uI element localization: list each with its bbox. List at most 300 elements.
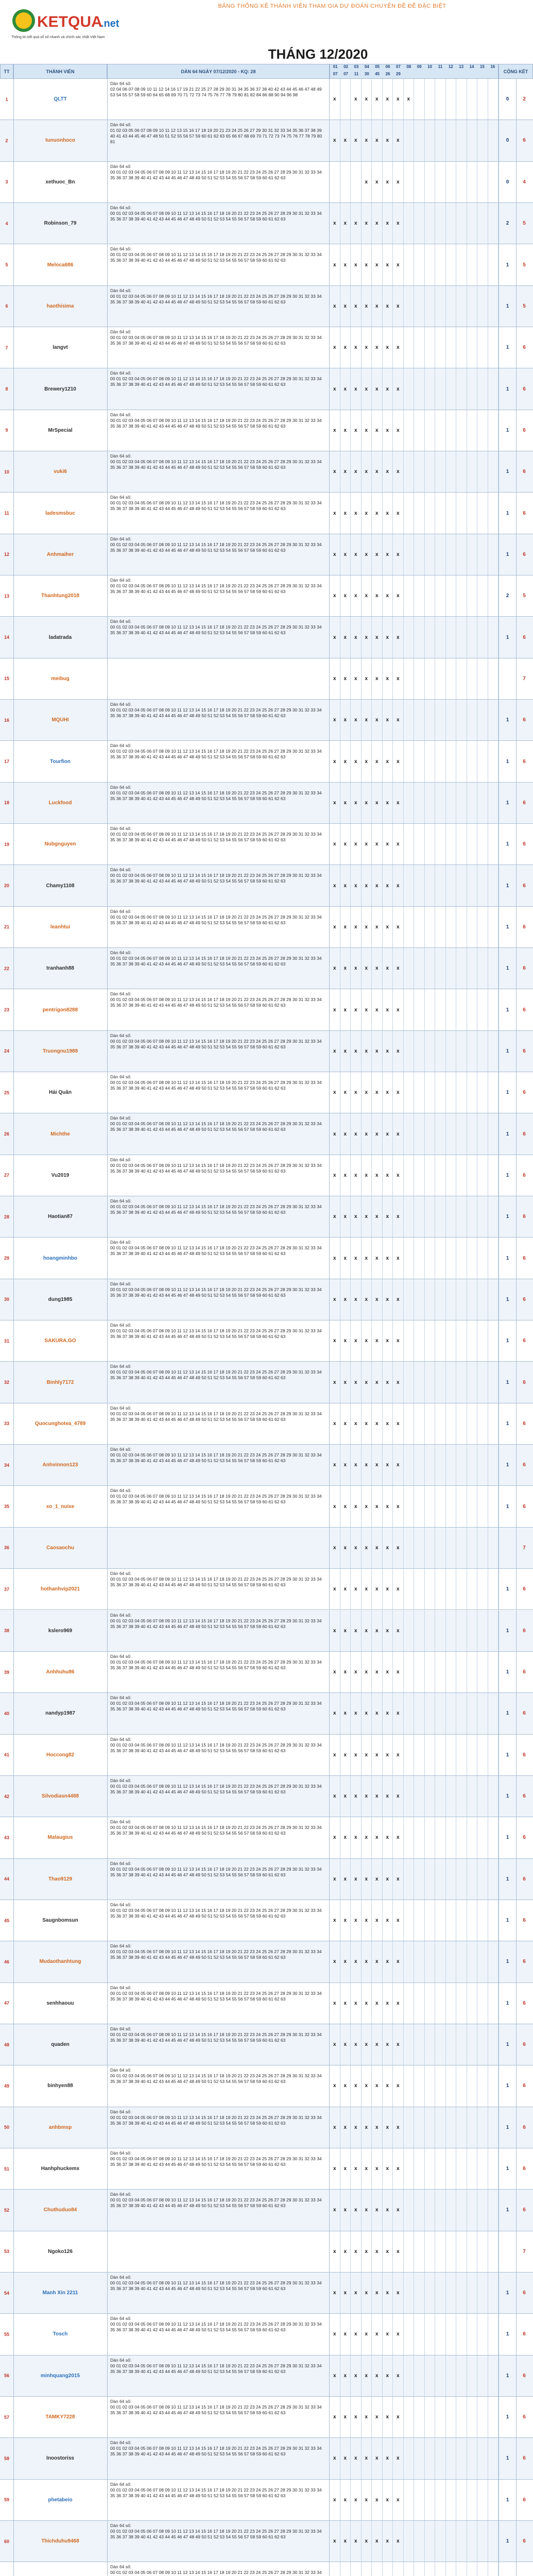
day-mark-cell: x	[372, 286, 383, 327]
total-count: 6	[523, 2083, 526, 2089]
day-mark-cell	[414, 1445, 425, 1485]
win-count	[498, 2231, 517, 2272]
day-mark-cell	[477, 1776, 488, 1817]
day-mark-cell	[488, 493, 499, 533]
number-set-cell	[107, 617, 330, 657]
day-mark-cell	[414, 2314, 425, 2354]
day-mark-cell: x	[383, 1817, 393, 1858]
day-mark-cell: x	[362, 451, 372, 492]
row-index: 59	[0, 2480, 14, 2520]
number-set-cell	[107, 1486, 330, 1527]
member-name-link[interactable]: leanhtui	[13, 907, 108, 947]
day-mark-cell	[456, 1196, 467, 1237]
svg-text:KETQUA: KETQUA	[37, 13, 102, 30]
day-mark-cell: x	[351, 1735, 362, 1775]
member-name-link[interactable]: Hoccong82	[13, 1735, 108, 1775]
row-index: 57	[0, 2397, 14, 2437]
member-name-link[interactable]: Anhhuhu86	[13, 1652, 108, 1692]
day-mark-cell	[488, 1900, 499, 1941]
member-name-link[interactable]: QLTT	[13, 79, 108, 120]
member-name-link[interactable]: minhquang2015	[13, 2355, 108, 2396]
number-set-label: Dàn 64 số:	[110, 370, 132, 376]
day-mark-cell	[435, 1238, 446, 1278]
day-mark-cell: x	[383, 162, 393, 202]
day-mark-cell: x	[340, 2438, 351, 2479]
member-name-link[interactable]: MrSpecial	[13, 410, 108, 451]
day-mark-cell: x	[393, 575, 404, 616]
day-mark-cell	[477, 2397, 488, 2437]
member-name-link[interactable]: quaden	[13, 2024, 108, 2065]
day-mark-cell	[467, 948, 478, 989]
day-mark-cell: x	[393, 244, 404, 285]
day-mark-cell: x	[330, 1072, 340, 1113]
member-name-link[interactable]: Mudaothanhtung	[13, 1941, 108, 1982]
table-row	[0, 1238, 533, 1279]
member-name-link[interactable]: dung1985	[13, 1279, 108, 1320]
number-set-label: Dàn 64 số:	[110, 991, 132, 997]
day-mark-cell	[446, 244, 457, 285]
day-mark-cell: x	[362, 2107, 372, 2148]
row-index: 17	[0, 741, 14, 782]
day-mark-cell	[446, 410, 457, 451]
day-mark-cell	[488, 1155, 499, 1196]
number-set-label: Dàn 64 số:	[110, 1405, 132, 1411]
total-count: 6	[523, 1710, 526, 1717]
day-mark-cell: x	[372, 1569, 383, 1609]
day-mark-cell	[425, 1735, 436, 1775]
day-mark-cell	[404, 244, 415, 285]
member-name-link[interactable]: Luckfood	[13, 783, 108, 823]
member-name-link[interactable]: Quocunghotea_4789	[13, 1403, 108, 1444]
win-count: 2	[498, 575, 517, 616]
day-mark-cell	[446, 1693, 457, 1734]
day-mark-cell: x	[372, 1403, 383, 1444]
day-mark-cell: x	[340, 1238, 351, 1278]
day-mark-cell	[425, 2273, 436, 2313]
day-mark-cell	[446, 1445, 457, 1485]
member-name-link[interactable]: anhbmsp	[13, 2107, 108, 2148]
day-mark-cell	[446, 1859, 457, 1900]
day-mark-cell	[414, 575, 425, 616]
table-row	[0, 1403, 533, 1445]
day-mark-cell	[446, 2273, 457, 2313]
day-marks	[330, 1776, 498, 1817]
day-mark-cell	[456, 410, 467, 451]
day-mark-cell: x	[330, 1735, 340, 1775]
day-mark-cell	[414, 741, 425, 782]
day-mark-cell: x	[330, 410, 340, 451]
day-mark-cell	[425, 79, 436, 120]
site-logo[interactable]	[7, 6, 128, 40]
day-mark-cell	[435, 783, 446, 823]
member-name-link[interactable]: SAKURA.GO	[13, 1320, 108, 1361]
day-mark-cell	[456, 2107, 467, 2148]
day-mark-cell: x	[351, 534, 362, 575]
day-mark-cell: x	[330, 700, 340, 740]
day-mark-cell: x	[340, 410, 351, 451]
member-name-link[interactable]: haothisima	[13, 286, 108, 327]
day-mark-cell: x	[372, 1941, 383, 1982]
day-mark-cell	[477, 2024, 488, 2065]
member-name-link[interactable]: Brewery1210	[13, 368, 108, 409]
day-mark-cell: x	[351, 2107, 362, 2148]
member-name-link[interactable]: Vu2019	[13, 1155, 108, 1196]
day-mark-cell	[467, 203, 478, 244]
day-mark-cell: x	[340, 824, 351, 865]
member-name-link[interactable]: Nubgnguyen	[13, 824, 108, 865]
member-name-link[interactable]: ladatrada	[13, 617, 108, 657]
day-mark-cell	[425, 1983, 436, 2024]
day-mark-cell	[477, 907, 488, 947]
member-name-link[interactable]: Thao9129	[13, 1859, 108, 1900]
member-name-link[interactable]: Anhmaiher	[13, 534, 108, 575]
day-marks	[330, 410, 498, 451]
number-set-label: Dàn 64 số:	[110, 453, 132, 459]
day-mark-cell	[446, 493, 457, 533]
day-mark-cell	[477, 493, 488, 533]
day-mark-cell	[414, 2562, 425, 2576]
member-name-link[interactable]: senhhaouu	[13, 1983, 108, 2024]
day-mark-cell	[477, 1941, 488, 1982]
day-mark-cell	[404, 1941, 415, 1982]
day-mark-cell: x	[372, 700, 383, 740]
day-mark-cell: x	[383, 989, 393, 1030]
number-set-label: Dàn 64 số:	[110, 1736, 132, 1742]
member-name-link[interactable]: MQUHI	[13, 700, 108, 740]
day-marks	[330, 534, 498, 575]
day-mark-cell	[404, 1693, 415, 1734]
day-mark-cell	[446, 2190, 457, 2230]
member-name-link[interactable]: Michthe	[13, 1113, 108, 1154]
member-name-link[interactable]: Hải Quân	[13, 1072, 108, 1113]
row-index: 38	[0, 1611, 14, 1651]
day-mark-cell	[467, 2397, 478, 2437]
day-mark-cell: x	[362, 2521, 372, 2562]
day-mark-cell	[446, 162, 457, 202]
member-name-link[interactable]	[13, 2562, 108, 2576]
day-mark-cell	[404, 658, 415, 699]
day-mark-cell: x	[362, 286, 372, 327]
win-count: 1	[498, 1113, 517, 1154]
day-mark-cell	[435, 1486, 446, 1527]
day-mark-cell	[488, 327, 499, 368]
day-mark-cell	[404, 1279, 415, 1320]
day-mark-cell	[477, 1072, 488, 1113]
number-set-values: 00 01 02 03 04 05 06 07 08 09 10 11 12 13 14 15 16 17 18 19 20 21 22 23 24 25 26 27 28 29 30 31 32 33 34 35 36 37 38 39 40 41 42 43 44 45 46 47 48 49 50 51 52 53 54 55 56 57 58 59 60 61 62 63	[110, 541, 322, 553]
day-mark-cell: x	[393, 1735, 404, 1775]
member-name-link[interactable]: Truongnu1988	[13, 1031, 108, 1072]
day-mark-cell: x	[330, 1652, 340, 1692]
member-name-link[interactable]: hoangminhbo	[13, 1238, 108, 1278]
day-mark-cell	[446, 1113, 457, 1154]
day-mark-cell: x	[340, 2355, 351, 2396]
day-mark-cell	[477, 2355, 488, 2396]
member-name-link[interactable]: Binhly7172	[13, 1362, 108, 1402]
table-row	[0, 2397, 533, 2438]
win-count: 0	[498, 79, 517, 120]
member-name-link[interactable]: Thanhtung2018	[13, 575, 108, 616]
day-mark-cell: x	[393, 1320, 404, 1361]
day-mark-cell: x	[340, 286, 351, 327]
day-mark-cell	[404, 1320, 415, 1361]
day-mark-cell	[435, 203, 446, 244]
day-mark-cell	[414, 907, 425, 947]
member-name-link[interactable]: Manh Xin 2211	[13, 2273, 108, 2313]
member-name-link[interactable]: Tourfion	[13, 741, 108, 782]
day-mark-cell	[404, 1362, 415, 1402]
day-mark-cell	[435, 700, 446, 740]
day-mark-cell	[435, 2438, 446, 2479]
win-count	[498, 2562, 517, 2576]
day-mark-cell: x	[340, 2231, 351, 2272]
day-mark-cell	[425, 575, 436, 616]
day-mark-cell	[467, 2024, 478, 2065]
number-set-cell	[107, 1072, 330, 1113]
day-mark-cell	[446, 700, 457, 740]
day-mark-cell	[330, 2562, 340, 2576]
day-mark-cell	[477, 451, 488, 492]
day-mark-cell	[435, 1900, 446, 1941]
day-mark-cell: x	[383, 617, 393, 657]
member-name-link[interactable]: Anhvinnon123	[13, 1445, 108, 1485]
member-name-link[interactable]: tranhanh88	[13, 948, 108, 989]
day-mark-cell: x	[362, 1031, 372, 1072]
day-mark-cell: x	[330, 1611, 340, 1651]
member-name-link[interactable]: xethuoc_Bn	[13, 162, 108, 202]
day-mark-cell	[488, 203, 499, 244]
row-index: 4	[0, 203, 14, 244]
day-mark-cell	[456, 286, 467, 327]
member-name-link[interactable]: Chamy1108	[13, 865, 108, 906]
total-count: 6	[523, 1048, 526, 1054]
member-name-link[interactable]: ladesmsbuc	[13, 493, 108, 533]
day-mark-cell	[435, 1113, 446, 1154]
day-mark-cell	[425, 1445, 436, 1485]
member-name-link[interactable]: kslero969	[13, 1611, 108, 1651]
day-mark-cell: x	[383, 2438, 393, 2479]
number-set-cell	[107, 865, 330, 906]
member-name-link[interactable]: meibug	[13, 658, 108, 699]
member-name-link[interactable]: hothanhvip2021	[13, 1569, 108, 1609]
total-count: 6	[523, 1255, 526, 1261]
member-name-link[interactable]: Malaugius	[13, 1817, 108, 1858]
day-mark-cell: x	[340, 244, 351, 285]
day-mark-cell: x	[362, 2148, 372, 2189]
number-set-values: 00 01 02 03 04 05 06 07 08 09 10 11 12 13 14 15 16 17 18 19 20 21 22 23 24 25 26 27 28 29 30 31 32 33 34 35 36 37 38 39 40 41 42 43 44 45 46 47 48 49 50 51 52 53 54 55 56 57 58 59 60 61 62 63	[110, 2363, 322, 2374]
number-set-cell	[107, 2521, 330, 2562]
day-mark-cell	[488, 2521, 499, 2562]
day-marks	[330, 617, 498, 657]
member-name-link[interactable]: binhyen88	[13, 2065, 108, 2106]
member-name-link[interactable]: TAMKY7228	[13, 2397, 108, 2437]
win-count: 1	[498, 700, 517, 740]
member-name-link[interactable]: Haotian87	[13, 1196, 108, 1237]
day-mark-cell: x	[372, 783, 383, 823]
total-count: 6	[523, 1420, 526, 1427]
day-mark-cell	[414, 2148, 425, 2189]
day-mark-cell: x	[372, 493, 383, 533]
member-name-link[interactable]: vuki6	[13, 451, 108, 492]
number-set-values: 00 01 02 03 04 05 06 07 08 09 10 11 12 13 14 15 16 17 18 19 20 21 22 23 24 25 26 27 28 29 30 31 32 33 34 35 36 37 38 39 40 41 42 43 44 45 46 47 48 49 50 51 52 53 54 55 56 57 58 59 60 61 62 63	[110, 2528, 322, 2539]
number-set-label: Dàn 64 số:	[110, 2109, 132, 2114]
page-header	[0, 0, 533, 64]
total-count: 6	[523, 469, 526, 475]
member-name-link[interactable]: Inoostoriss	[13, 2438, 108, 2479]
day-mark-cell	[467, 493, 478, 533]
table-row	[0, 244, 533, 285]
member-name-link[interactable]: pentrigon8288	[13, 989, 108, 1030]
day-marks	[330, 1445, 498, 1485]
day-mark-cell	[446, 2521, 457, 2562]
day-mark-cell	[456, 865, 467, 906]
number-set-values: 00 01 02 03 04 05 06 07 08 09 10 11 12 13 14 15 16 17 18 19 20 21 22 23 24 25 26 27 28 29 30 31 32 33 34 35 36 37 38 39 40 41 42 43 44 45 46 47 48 49 50 51 52 53 54 55 56 57 58 59 60 61 62 63	[110, 1121, 322, 1132]
day-mark-cell: x	[330, 948, 340, 989]
day-mark-cell: x	[393, 741, 404, 782]
day-mark-cell: x	[393, 1238, 404, 1278]
day-mark-cell: x	[351, 2355, 362, 2396]
day-mark-cell	[414, 1941, 425, 1982]
day-mark-cell	[488, 617, 499, 657]
day-mark-cell: x	[330, 1528, 340, 1568]
table-row	[0, 162, 533, 203]
day-mark-cell	[477, 1196, 488, 1237]
day-mark-cell: x	[372, 1735, 383, 1775]
day-mark-cell	[425, 1900, 436, 1941]
win-count: 1	[498, 1983, 517, 2024]
member-name-link[interactable]: phetabeio	[13, 2480, 108, 2520]
day-mark-cell	[477, 2438, 488, 2479]
day-mark-cell: x	[383, 2355, 393, 2396]
total-count: 6	[523, 1090, 526, 1096]
total-count: 6	[523, 634, 526, 640]
table-row	[0, 1859, 533, 1900]
day-mark-cell	[446, 1776, 457, 1817]
day-mark-cell: x	[351, 1528, 362, 1568]
day-mark-cell: x	[351, 2521, 362, 2562]
day-mark-cell: x	[362, 410, 372, 451]
day-mark-cell	[477, 1486, 488, 1527]
day-mark-cell: x	[393, 783, 404, 823]
day-mark-cell: x	[383, 203, 393, 244]
day-mark-cell: x	[330, 824, 340, 865]
number-set-values: 02 04 06 07 08 09 10 11 12 14 16 17 19 21 22 25 27 28 29 30 31 34 35 36 37 38 40 42 43 44 45 46 47 48 49 53 54 55 57 58 59 60 64 65 68 69 70 71 72 73 74 75 76 77 78 79 80 81 82 84 86 88 90 94 96 98	[110, 87, 322, 97]
day-marks	[330, 2148, 498, 2189]
win-count: 1	[498, 286, 517, 327]
day-mark-cell	[477, 2273, 488, 2313]
day-mark-cell	[404, 1900, 415, 1941]
day-number: 08	[406, 64, 411, 69]
day-mark-cell: x	[383, 1031, 393, 1072]
total-count: 6	[523, 1462, 526, 1468]
day-mark-cell: x	[362, 2314, 372, 2354]
day-mark-cell: x	[393, 410, 404, 451]
day-mark-cell	[446, 989, 457, 1030]
number-set-label: Dàn 64 số:	[110, 2316, 132, 2321]
day-mark-cell	[456, 1611, 467, 1651]
table-row	[0, 700, 533, 741]
day-mark-cell: x	[330, 1900, 340, 1941]
member-name-link[interactable]: Saugnbomsun	[13, 1900, 108, 1941]
day-mark-cell: x	[330, 1196, 340, 1237]
day-mark-cell: x	[330, 1817, 340, 1858]
day-mark-cell: x	[340, 1486, 351, 1527]
day-mark-cell	[425, 162, 436, 202]
day-mark-cell	[425, 1817, 436, 1858]
member-name-link[interactable]: langvt	[13, 327, 108, 368]
total-count: 6	[523, 1793, 526, 1799]
day-mark-cell	[404, 948, 415, 989]
day-mark-cell	[425, 1113, 436, 1154]
day-mark-cell	[446, 2562, 457, 2576]
member-name-link[interactable]: Tosch	[13, 2314, 108, 2354]
day-mark-cell	[467, 2065, 478, 2106]
day-mark-cell	[467, 1735, 478, 1775]
day-mark-cell: x	[351, 741, 362, 782]
member-name-link[interactable]: Silvodiasn4488	[13, 1776, 108, 1817]
day-mark-cell	[456, 1486, 467, 1527]
banner-title: BẢNG THỐNG KÊ THÀNH VIÊN THAM GIA DỰ ĐOÁN CHUYÊN ĐỀ ĐỀ ĐẶC BIỆT	[218, 3, 446, 9]
table-row	[0, 783, 533, 824]
day-mark-cell: x	[383, 1113, 393, 1154]
day-mark-cell: x	[362, 1817, 372, 1858]
number-set-label: Dàn 64 số:	[110, 702, 132, 707]
day-mark-cell: x	[393, 2107, 404, 2148]
day-mark-cell	[435, 2480, 446, 2520]
day-mark-cell	[435, 948, 446, 989]
member-name-link[interactable]: Meloca686	[13, 244, 108, 285]
day-mark-cell	[404, 2107, 415, 2148]
total-count: 6	[523, 1379, 526, 1385]
day-mark-cell: x	[393, 1941, 404, 1982]
member-name-link[interactable]: Caosaochu	[13, 1528, 108, 1568]
member-name-link[interactable]: Chuthuduo84	[13, 2190, 108, 2230]
day-mark-cell	[446, 534, 457, 575]
number-set-label: Dàn 64 số:	[110, 2192, 132, 2197]
day-mark-cell: x	[351, 2273, 362, 2313]
day-mark-cell	[414, 1320, 425, 1361]
day-mark-cell	[488, 1238, 499, 1278]
number-set-values: 00 01 02 03 04 05 06 07 08 09 10 11 12 13 14 15 16 17 18 19 20 21 22 23 24 25 26 27 28 29 30 31 32 33 34 35 36 37 38 39 40 41 42 43 44 45 46 47 48 49 50 51 52 53 54 55 56 57 58 59 60 61 62 63	[110, 1080, 322, 1091]
day-mark-cell: x	[351, 2480, 362, 2520]
table-row	[0, 2355, 533, 2397]
member-name-link[interactable]: Ngoko126	[13, 2231, 108, 2272]
day-mark-cell	[414, 368, 425, 409]
day-mark-cell: x	[372, 368, 383, 409]
day-mark-cell: x	[372, 1031, 383, 1072]
day-mark-cell	[477, 2480, 488, 2520]
member-name-link[interactable]: nandyp1987	[13, 1693, 108, 1734]
day-mark-cell	[446, 1941, 457, 1982]
day-mark-cell	[488, 700, 499, 740]
day-mark-cell	[425, 2314, 436, 2354]
member-name-link[interactable]: Thichduhu9468	[13, 2521, 108, 2562]
member-name-link[interactable]: Hanhphuckemx	[13, 2148, 108, 2189]
day-number: 26	[385, 72, 390, 76]
day-mark-cell	[477, 1445, 488, 1485]
day-number: 11	[438, 64, 443, 69]
day-mark-cell	[477, 2190, 488, 2230]
day-mark-cell: x	[351, 120, 362, 161]
win-count: 1	[498, 2107, 517, 2148]
member-name-link[interactable]: tunuonhoco	[13, 120, 108, 161]
day-mark-cell	[435, 2397, 446, 2437]
day-mark-cell: x	[330, 907, 340, 947]
number-set-values: 00 01 02 03 04 05 06 07 08 09 10 11 12 13 14 15 16 17 18 19 20 21 22 23 24 25 26 27 28 29 30 31 32 33 34 35 36 37 38 39 40 41 42 43 44 45 46 47 48 49 50 51 52 53 54 55 56 57 58 59 60 61 62 63	[110, 1783, 322, 1794]
member-name-link[interactable]: Robinson_79	[13, 203, 108, 244]
row-index: 22	[0, 948, 14, 989]
day-mark-cell	[446, 575, 457, 616]
member-name-link[interactable]: xo_1_nuixe	[13, 1486, 108, 1527]
